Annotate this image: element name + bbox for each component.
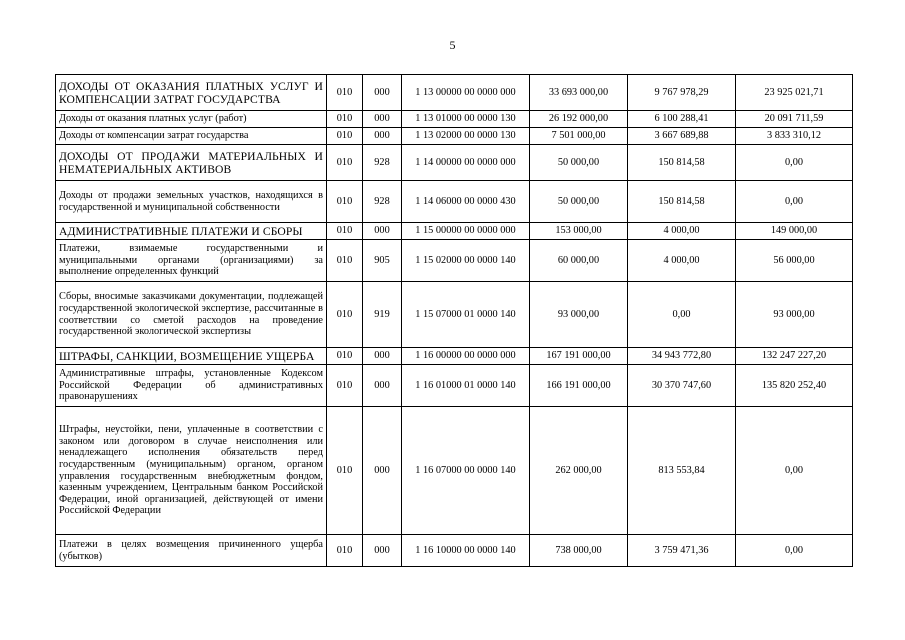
row-code2-cell: 000 bbox=[363, 535, 402, 567]
table-body bbox=[56, 75, 853, 567]
row-code2-cell: 000 bbox=[363, 407, 402, 535]
row-name-cell: Платежи, взимаемые государственными и муниципальными органами (организациями) за выполнение определенных функций bbox=[56, 240, 327, 282]
row-fact-amount-cell: 0,00 bbox=[628, 282, 736, 348]
row-plan-amount-cell: 262 000,00 bbox=[530, 407, 628, 535]
row-fact-amount-cell: 4 000,00 bbox=[628, 240, 736, 282]
row-code2-cell: 000 bbox=[363, 365, 402, 407]
row-code1-cell: 010 bbox=[327, 407, 363, 535]
row-code2-cell: 000 bbox=[363, 75, 402, 111]
row-fact-amount-cell: 3 759 471,36 bbox=[628, 535, 736, 567]
row-name-cell: Доходы от компенсации затрат государства bbox=[56, 128, 327, 145]
row-code1-cell: 010 bbox=[327, 282, 363, 348]
table-row bbox=[56, 535, 853, 567]
row-rest-amount-cell: 93 000,00 bbox=[736, 282, 853, 348]
table-row bbox=[56, 75, 853, 111]
row-kbk-cell: 1 15 07000 01 0000 140 bbox=[402, 282, 530, 348]
row-fact-amount-cell: 30 370 747,60 bbox=[628, 365, 736, 407]
row-code2-cell: 928 bbox=[363, 181, 402, 223]
row-fact-amount-cell: 4 000,00 bbox=[628, 223, 736, 240]
row-rest-amount-cell: 56 000,00 bbox=[736, 240, 853, 282]
row-kbk-cell: 1 16 00000 00 0000 000 bbox=[402, 348, 530, 365]
revenue-table bbox=[55, 74, 853, 567]
row-name-cell: Административные штрафы, установленные Кодексом Российской Федерации об административных правонарушениях bbox=[56, 365, 327, 407]
row-plan-amount-cell: 33 693 000,00 bbox=[530, 75, 628, 111]
row-plan-amount-cell: 166 191 000,00 bbox=[530, 365, 628, 407]
row-rest-amount-cell: 23 925 021,71 bbox=[736, 75, 853, 111]
row-code2-cell: 000 bbox=[363, 348, 402, 365]
row-fact-amount-cell: 9 767 978,29 bbox=[628, 75, 736, 111]
table-row bbox=[56, 407, 853, 535]
table-row bbox=[56, 181, 853, 223]
row-code2-cell: 928 bbox=[363, 145, 402, 181]
table-row bbox=[56, 348, 853, 365]
row-plan-amount-cell: 50 000,00 bbox=[530, 181, 628, 223]
row-kbk-cell: 1 15 02000 00 0000 140 bbox=[402, 240, 530, 282]
row-fact-amount-cell: 3 667 689,88 bbox=[628, 128, 736, 145]
row-kbk-cell: 1 13 02000 00 0000 130 bbox=[402, 128, 530, 145]
table-row bbox=[56, 111, 853, 128]
row-plan-amount-cell: 153 000,00 bbox=[530, 223, 628, 240]
row-code1-cell: 010 bbox=[327, 75, 363, 111]
row-fact-amount-cell: 34 943 772,80 bbox=[628, 348, 736, 365]
row-name-cell: ДОХОДЫ ОТ ПРОДАЖИ МАТЕРИАЛЬНЫХ И НЕМАТЕРИАЛЬНЫХ АКТИВОВ bbox=[56, 145, 327, 181]
row-kbk-cell: 1 16 01000 01 0000 140 bbox=[402, 365, 530, 407]
row-code2-cell: 905 bbox=[363, 240, 402, 282]
row-plan-amount-cell: 738 000,00 bbox=[530, 535, 628, 567]
row-name-cell: Штрафы, неустойки, пени, уплаченные в соответствии с законом или договором в случае неисполнения или ненадлежащего исполнения обязательств перед государственным (муниципальным) органом, органом управления государственным внебюджетным фондом, казенным учреждением, Центральным банком Российской Федерации, иной организацией, действующей от имени Российской Федерации bbox=[56, 407, 327, 535]
row-name-cell: Платежи в целях возмещения причиненного ущерба (убытков) bbox=[56, 535, 327, 567]
row-name-cell: АДМИНИСТРАТИВНЫЕ ПЛАТЕЖИ И СБОРЫ bbox=[56, 223, 327, 240]
row-fact-amount-cell: 150 814,58 bbox=[628, 145, 736, 181]
row-plan-amount-cell: 7 501 000,00 bbox=[530, 128, 628, 145]
row-plan-amount-cell: 93 000,00 bbox=[530, 282, 628, 348]
table-row bbox=[56, 282, 853, 348]
row-code1-cell: 010 bbox=[327, 181, 363, 223]
row-rest-amount-cell: 149 000,00 bbox=[736, 223, 853, 240]
row-rest-amount-cell: 132 247 227,20 bbox=[736, 348, 853, 365]
table-row bbox=[56, 145, 853, 181]
row-kbk-cell: 1 16 10000 00 0000 140 bbox=[402, 535, 530, 567]
row-kbk-cell: 1 13 00000 00 0000 000 bbox=[402, 75, 530, 111]
row-code1-cell: 010 bbox=[327, 535, 363, 567]
row-rest-amount-cell: 20 091 711,59 bbox=[736, 111, 853, 128]
table-row bbox=[56, 365, 853, 407]
table-row bbox=[56, 128, 853, 145]
row-code1-cell: 010 bbox=[327, 128, 363, 145]
row-name-cell: ШТРАФЫ, САНКЦИИ, ВОЗМЕЩЕНИЕ УЩЕРБА bbox=[56, 348, 327, 365]
row-plan-amount-cell: 50 000,00 bbox=[530, 145, 628, 181]
row-rest-amount-cell: 135 820 252,40 bbox=[736, 365, 853, 407]
row-kbk-cell: 1 13 01000 00 0000 130 bbox=[402, 111, 530, 128]
row-name-cell: Доходы от продажи земельных участков, находящихся в государственной и муниципальной собственности bbox=[56, 181, 327, 223]
row-code1-cell: 010 bbox=[327, 365, 363, 407]
row-code2-cell: 000 bbox=[363, 128, 402, 145]
row-kbk-cell: 1 15 00000 00 0000 000 bbox=[402, 223, 530, 240]
row-fact-amount-cell: 6 100 288,41 bbox=[628, 111, 736, 128]
row-code2-cell: 919 bbox=[363, 282, 402, 348]
row-name-cell: Доходы от оказания платных услуг (работ) bbox=[56, 111, 327, 128]
row-code1-cell: 010 bbox=[327, 111, 363, 128]
row-fact-amount-cell: 150 814,58 bbox=[628, 181, 736, 223]
row-code1-cell: 010 bbox=[327, 240, 363, 282]
row-kbk-cell: 1 14 06000 00 0000 430 bbox=[402, 181, 530, 223]
row-code1-cell: 010 bbox=[327, 348, 363, 365]
row-plan-amount-cell: 26 192 000,00 bbox=[530, 111, 628, 128]
row-code1-cell: 010 bbox=[327, 145, 363, 181]
row-kbk-cell: 1 16 07000 00 0000 140 bbox=[402, 407, 530, 535]
row-kbk-cell: 1 14 00000 00 0000 000 bbox=[402, 145, 530, 181]
row-rest-amount-cell: 0,00 bbox=[736, 181, 853, 223]
table-row bbox=[56, 240, 853, 282]
row-fact-amount-cell: 813 553,84 bbox=[628, 407, 736, 535]
row-plan-amount-cell: 60 000,00 bbox=[530, 240, 628, 282]
page-number: 5 bbox=[449, 38, 456, 52]
row-code2-cell: 000 bbox=[363, 223, 402, 240]
row-code1-cell: 010 bbox=[327, 223, 363, 240]
row-code2-cell: 000 bbox=[363, 111, 402, 128]
table-row bbox=[56, 223, 853, 240]
row-plan-amount-cell: 167 191 000,00 bbox=[530, 348, 628, 365]
row-rest-amount-cell: 0,00 bbox=[736, 407, 853, 535]
row-rest-amount-cell: 0,00 bbox=[736, 145, 853, 181]
row-name-cell: ДОХОДЫ ОТ ОКАЗАНИЯ ПЛАТНЫХ УСЛУГ И КОМПЕНСАЦИИ ЗАТРАТ ГОСУДАРСТВА bbox=[56, 75, 327, 111]
row-rest-amount-cell: 0,00 bbox=[736, 535, 853, 567]
row-rest-amount-cell: 3 833 310,12 bbox=[736, 128, 853, 145]
row-name-cell: Сборы, вносимые заказчиками документации, подлежащей государственной экологической экспертизе, рассчитанные в соответствии со сметой расходов на проведение государственной экологической экспертизы bbox=[56, 282, 327, 348]
